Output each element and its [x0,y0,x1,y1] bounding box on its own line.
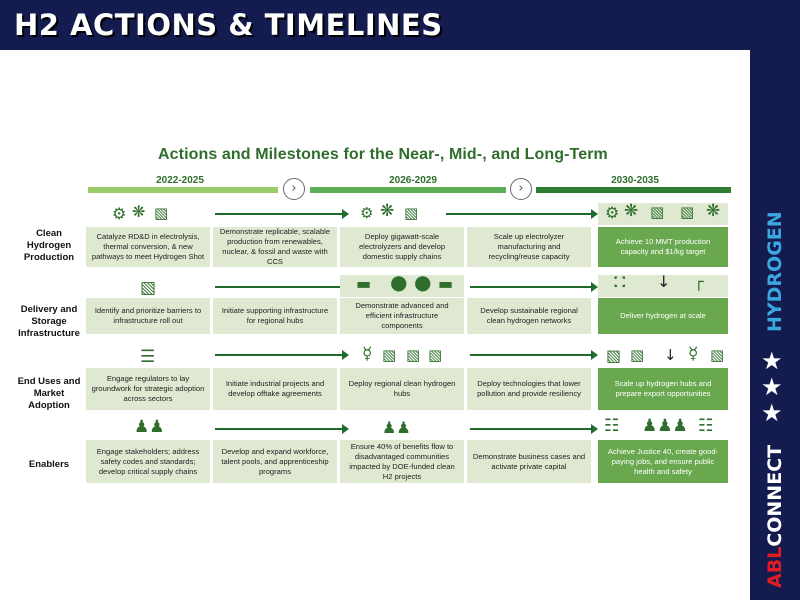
cell-enduse-5: Scale up hydrogen hubs and prepare export opportunities [598,368,728,410]
government-building-icon: ☰ [140,347,156,367]
wind-turbine-icon: ❋ [624,201,639,221]
truck-icon: ▧ [630,346,645,364]
phase-bar-long [536,187,731,193]
truck-icon: ▧ [382,346,397,364]
city-icon: ▧ [428,346,443,364]
progress-arrow [215,286,343,288]
factory-icon: ▧ [710,346,725,364]
brand-sidebar [750,50,800,600]
phase-label: 2022-2025 [156,175,204,186]
cell-enablers-5: Achieve Justice 40, create good-paying jobs, and ensure public health and safety [598,440,728,483]
city-icon: ▧ [606,346,622,365]
progress-arrow [215,354,343,356]
city-icon: ▧ [406,346,421,364]
brand-connect: CONNECT [764,444,786,547]
factory-icon: ▧ [680,203,695,221]
city-icon: ▧ [650,203,665,221]
next-phase-icon: › [510,178,532,200]
factory-icon: ▧ [154,204,169,222]
row-label-enablers: Enablers [28,459,70,470]
pipeline-icon: ┌ [694,272,704,291]
cell-production-4: Scale up electrolyzer manufacturing and recycling/reuse capacity [467,227,591,267]
progress-arrow [470,354,592,356]
pipeline-icon: ⛚ [614,272,626,291]
gear-icon: ⚙ [112,204,127,223]
columns-icon: ☷ [604,416,620,436]
progress-arrow [470,286,592,288]
cell-delivery-2: Initiate supporting infrastructure for regional hubs [213,298,337,334]
progress-arrow [215,428,343,430]
cell-enablers-2: Develop and expand workforce, talent pools, and apprenticeship programs [213,440,337,483]
tank-icon: ▬ [438,274,454,293]
wind-turbine-icon: ❋ [380,201,395,221]
header-bar [0,0,800,50]
progress-arrow [446,213,592,215]
stars-icon: ★ [761,400,783,427]
page-title: H2 ACTIONS & TIMELINES [14,8,443,42]
factory-icon: ▧ [140,278,157,298]
sidebar-hydrogen-word: HYDROGEN [764,211,786,332]
down-arrow-icon: ↓ [664,346,677,364]
people-icon: ♟♟ [134,417,165,437]
brand-abl: ABL [764,546,786,588]
cell-enduse-4: Deploy technologies that lower pollution and provide resiliency [467,368,591,410]
transmission-tower-icon: ☿ [688,344,699,364]
next-phase-icon: › [283,178,305,200]
cell-production-5: Achieve 10 MMT production capacity and $1/kg target [598,227,728,267]
phase-label: 2030-2035 [611,175,659,186]
phase-bar-near [88,187,278,193]
cell-production-1: Catalyze RD&D in electrolysis, thermal conversion, & new pathways to meet Hydrogen Shot [86,227,210,267]
stars-icon: ★ [761,348,783,375]
row-label-production: Clean Hydrogen Production [23,228,75,263]
cell-enablers-4: Demonstrate business cases and activate private capital [467,440,591,483]
cell-production-3: Deploy gigawatt-scale electrolyzers and develop domestic supply chains [340,227,464,267]
transmission-tower-icon: ☿ [362,344,373,364]
diagram-title: Actions and Milestones for the Near-, Mid-, and Long-Term [158,146,608,163]
cell-enduse-1: Engage regulators to lay groundwork for strategic adoption across sectors [86,368,210,410]
gear-icon: ⚙ [605,203,620,222]
down-arrow-icon: ↓ [657,272,671,291]
cell-enduse-3: Deploy regional clean hydrogen hubs [340,368,464,410]
cell-delivery-5: Deliver hydrogen at scale [598,298,728,334]
solar-panel-icon: ⚙ [360,204,374,222]
tank-icon: ● [390,270,408,294]
cell-enablers-3: Ensure 40% of benefits flow to disadvantaged communities impacted by DOE-funded clean H2 projects [340,440,464,483]
phase-bar-mid [310,187,506,193]
phase-label: 2026-2029 [389,175,437,186]
progress-arrow [215,213,343,215]
wind-turbine-icon: ❋ [132,202,146,221]
community-icon: ♟♟ [382,418,411,437]
cell-enduse-2: Initiate industrial projects and develop offtake agreements [213,368,337,410]
community-icon: ♟♟♟ [642,416,688,436]
cell-delivery-4: Develop sustainable regional clean hydrogen networks [467,298,591,334]
wind-turbine-icon: ❋ [706,201,721,221]
cell-delivery-1: Identify and prioritize barriers to infrastructure roll out [86,298,210,334]
row-label-end-uses: End Uses and Market Adoption [17,376,81,411]
sidebar-brand-logo [764,445,786,588]
progress-arrow [470,428,592,430]
tank-icon: ▬ [356,274,372,293]
factory-icon: ▧ [404,204,419,222]
cell-production-2: Demonstrate replicable, scalable production from renewables, nuclear, & fossil and waste with CCS [213,227,337,267]
columns-icon: ☷ [698,416,714,436]
row-label-delivery: Delivery and Storage Infrastructure [18,304,80,339]
tank-icon: ● [414,270,432,294]
cell-delivery-3: Demonstrate advanced and efficient infrastructure components [340,298,464,334]
stars-icon: ★ [761,374,783,401]
cell-enablers-1: Engage stakeholders; address safety codes and standards; develop critical supply chains [86,440,210,483]
